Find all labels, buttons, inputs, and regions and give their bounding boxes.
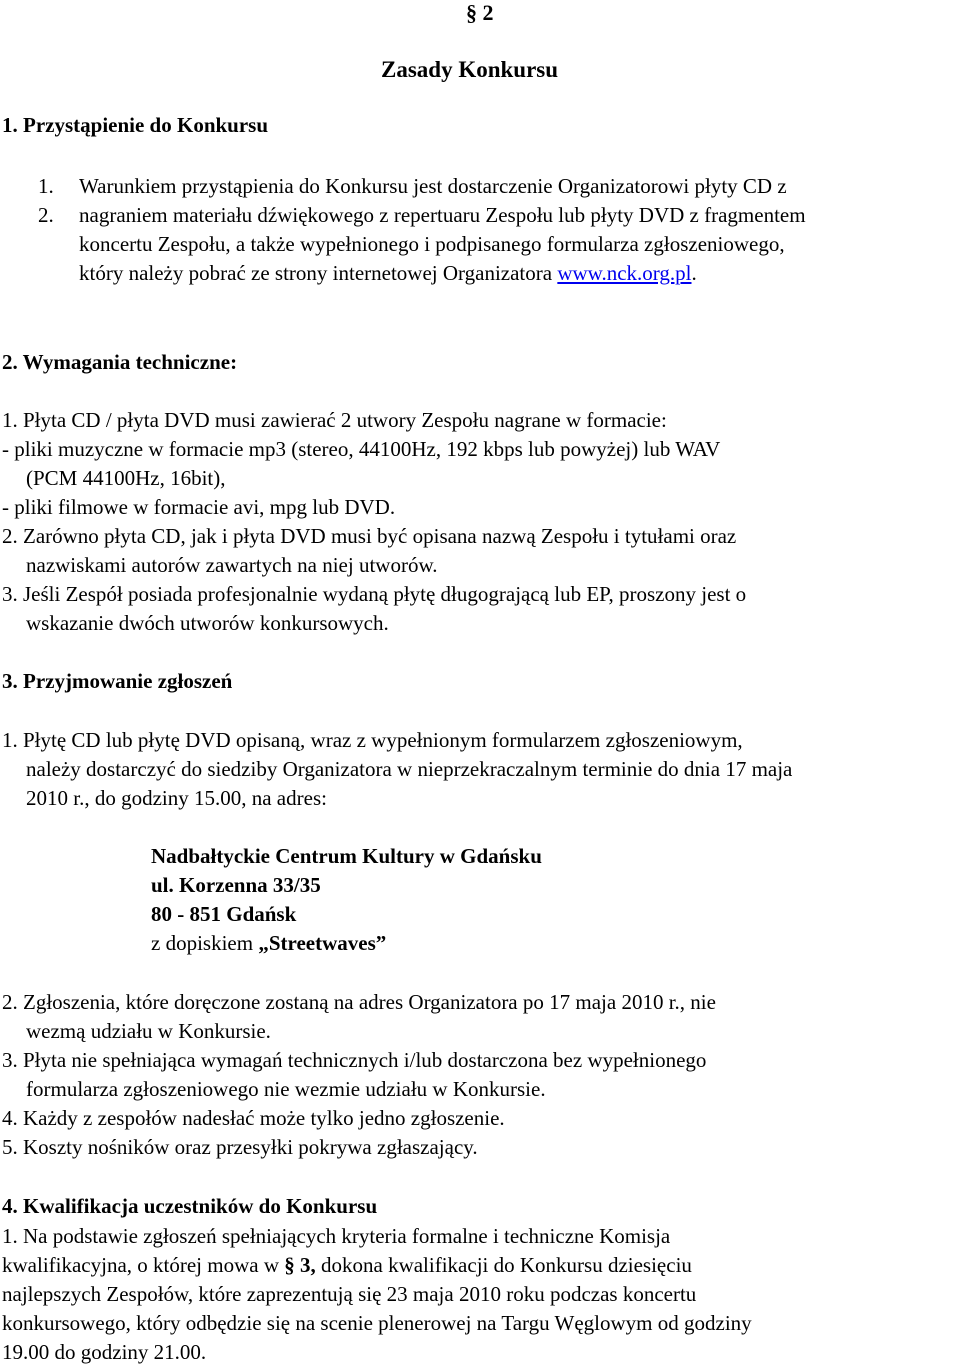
s3-line: formularza zgłoszeniowego nie wezmie udziału w Konkursie. <box>26 1077 546 1101</box>
address-note-keyword: „Streetwaves” <box>258 931 387 955</box>
s4-line2-prefix: kwalifikacyjna, o której mowa w <box>2 1253 285 1277</box>
s1-item2-number: 2. <box>38 203 54 227</box>
section-number: § 2 <box>466 0 494 25</box>
s1-item2-line3-prefix: który należy pobrać ze strony internetowej Organizatora <box>79 261 553 285</box>
s2-line: wskazanie dwóch utworów konkursowych. <box>26 611 389 635</box>
s4-line: 1. Na podstawie zgłoszeń spełniających kryteria formalne i techniczne Komisja <box>2 1224 671 1248</box>
section-3-heading: 3. Przyjmowanie zgłoszeń <box>2 669 233 693</box>
s4-line2-suffix: dokona kwalifikacji do Konkursu dziesięciu <box>315 1253 692 1277</box>
s4-line: konkursowego, który odbędzie się na scenie plenerowej na Targu Węglowym od godziny <box>2 1311 752 1335</box>
s1-item1-number: 1. <box>38 174 54 198</box>
s4-line-2 <box>2 1255 692 1276</box>
s2-line: 1. Płyta CD / płyta DVD musi zawierać 2 utwory Zespołu nagrane w formacie: <box>2 408 667 432</box>
section-4-heading: 4. Kwalifikacja uczestników do Konkursu <box>2 1194 378 1218</box>
s3-line: 4. Każdy z zespołów nadesłać może tylko jedno zgłoszenie. <box>2 1106 505 1130</box>
s2-line: nazwiskami autorów zawartych na niej utworów. <box>26 553 438 577</box>
s4-line: 19.00 do godziny 21.00. <box>2 1340 207 1364</box>
s3-item1-line: 1. Płytę CD lub płytę DVD opisaną, wraz z wypełnionym formularzem zgłoszeniowym, <box>2 728 743 752</box>
s2-line: (PCM 44100Hz, 16bit), <box>26 466 226 490</box>
page-title: Zasady Konkursu <box>381 57 559 82</box>
s2-line: 2. Zarówno płyta CD, jak i płyta DVD musi być opisana nazwą Zespołu i tytułami oraz <box>2 524 737 548</box>
address-note-prefix: z dopiskiem <box>151 931 259 955</box>
s1-item2-line3-suffix: . <box>691 261 697 285</box>
s2-line: - pliki filmowe w formacie avi, mpg lub DVD. <box>2 495 396 519</box>
section-1-heading: 1. Przystąpienie do Konkursu <box>2 113 269 137</box>
section-3-reference: § 3, <box>284 1253 316 1277</box>
s3-line: wezmą udziału w Konkursie. <box>26 1019 271 1043</box>
s1-item2-line1: nagraniem materiału dźwiękowego z repertuaru Zespołu lub płyty DVD z fragmentem <box>79 203 806 227</box>
s3-item1-line: 2010 r., do godziny 15.00, na adres: <box>26 786 327 810</box>
s1-item2-line2: koncertu Zespołu, a także wypełnionego i podpisanego formularza zgłoszeniowego, <box>79 232 785 256</box>
address-line-4 <box>151 933 386 954</box>
s2-line: 3. Jeśli Zespół posiada profesjonalnie wydaną płytę długogrającą lub EP, proszony jest o <box>2 582 747 606</box>
s3-line: 5. Koszty nośników oraz przesyłki pokrywa zgłaszający. <box>2 1135 478 1159</box>
s1-item1-text: Warunkiem przystąpienia do Konkursu jest dostarczenie Organizatorowi płyty CD z <box>79 174 787 198</box>
s1-item2-line3 <box>79 263 697 284</box>
s3-line: 3. Płyta nie spełniająca wymagań technicznych i/lub dostarczona bez wypełnionego <box>2 1048 707 1072</box>
s3-item1-line: należy dostarczyć do siedziby Organizatora w nieprzekraczalnym terminie do dnia 17 maja <box>26 757 793 781</box>
s3-line: 2. Zgłoszenia, które doręczone zostaną na adres Organizatora po 17 maja 2010 r., nie <box>2 990 716 1014</box>
s2-line: - pliki muzyczne w formacie mp3 (stereo, 44100Hz, 192 kbps lub powyżej) lub WAV <box>2 437 721 461</box>
s4-line: najlepszych Zespołów, które zaprezentują się 23 maja 2010 roku podczas koncertu <box>2 1282 697 1306</box>
organizer-website-link[interactable]: www.nck.org.pl <box>557 261 692 285</box>
address-line-3: 80 - 851 Gdańsk <box>151 902 297 926</box>
address-line-1: Nadbałtyckie Centrum Kultury w Gdańsku <box>151 844 542 868</box>
section-2-heading: 2. Wymagania techniczne: <box>2 350 238 374</box>
address-line-2: ul. Korzenna 33/35 <box>151 873 321 897</box>
